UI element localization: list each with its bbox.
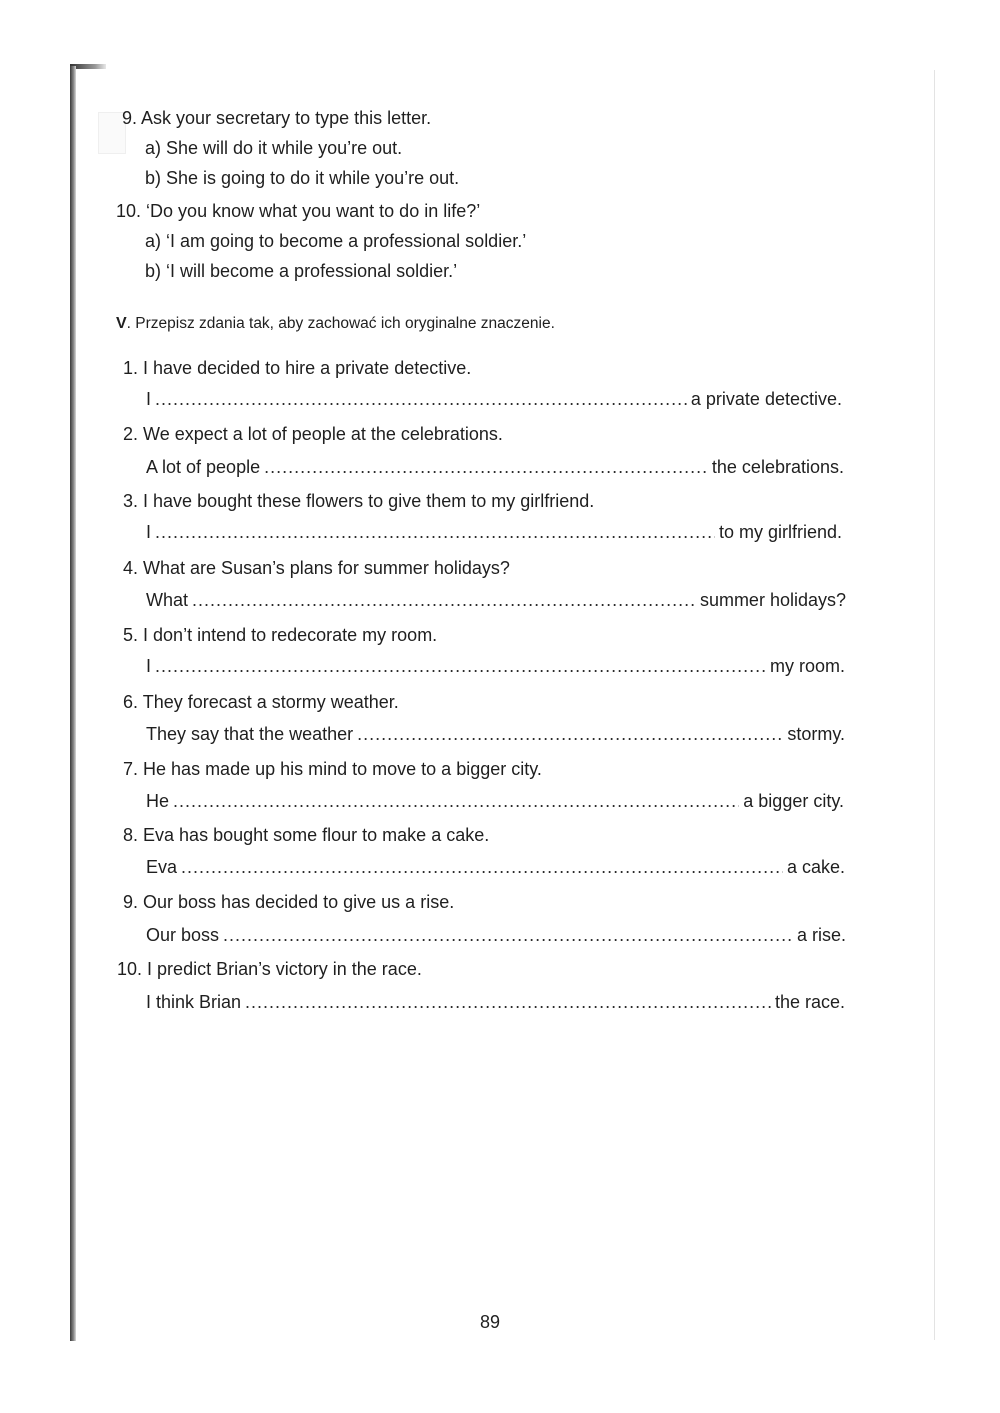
item-sentence: I don’t intend to redecorate my room.: [143, 625, 438, 645]
page-number: 89: [480, 1312, 501, 1332]
answer-lead: I: [146, 522, 152, 542]
exercise-sentence: [123, 758, 542, 780]
item-number: 5.: [123, 625, 139, 645]
question-10: [116, 200, 480, 222]
question-9: [122, 107, 431, 129]
answer-row[interactable]: [146, 856, 845, 878]
answer-row[interactable]: [146, 521, 842, 543]
answer-tail: a cake.: [786, 857, 845, 877]
answer-row[interactable]: [146, 924, 846, 946]
answer-row[interactable]: [146, 456, 844, 478]
answer-lead: I: [146, 389, 152, 409]
item-number: 3.: [123, 491, 139, 511]
answer-tail: a private detective.: [690, 389, 842, 409]
answer-row[interactable]: [146, 991, 845, 1013]
answer-tail: summer holidays?: [699, 590, 846, 610]
item-number: 10.: [117, 959, 143, 979]
question-number: 10.: [116, 201, 142, 221]
exercise-sentence: [123, 824, 489, 846]
item-sentence: I have decided to hire a private detective.: [143, 358, 472, 378]
item-sentence: I have bought these flowers to give them to my girlfriend.: [143, 491, 595, 511]
answer-blank[interactable]: [173, 790, 739, 812]
answer-lead: A lot of people: [146, 457, 261, 477]
option-b[interactable]: b) ‘I will become a professional soldier.’: [145, 261, 458, 281]
answer-blank[interactable]: [181, 856, 783, 878]
item-sentence: I predict Brian’s victory in the race.: [147, 959, 422, 979]
item-number: 1.: [123, 358, 139, 378]
exercise-sentence: [123, 891, 454, 913]
answer-lead: What: [146, 590, 189, 610]
answer-blank[interactable]: [245, 991, 771, 1013]
item-number: 9.: [123, 892, 139, 912]
option-a[interactable]: a) She will do it while you’re out.: [145, 138, 403, 158]
answer-tail: to my girlfriend.: [718, 522, 842, 542]
exercise-sentence: [123, 490, 594, 512]
exercise-sentence: [123, 691, 399, 713]
answer-blank[interactable]: [264, 456, 708, 478]
option-a[interactable]: a) ‘I am going to become a professional soldier.’: [145, 231, 527, 251]
page-edge-left: [70, 66, 76, 1341]
answer-tail: the race.: [774, 992, 845, 1012]
answer-row[interactable]: [146, 589, 846, 611]
item-number: 8.: [123, 825, 139, 845]
page-edge-right: [934, 70, 935, 1340]
question-prompt: Ask your secretary to type this letter.: [141, 108, 432, 128]
answer-lead: I think Brian: [146, 992, 242, 1012]
answer-tail: a bigger city.: [743, 791, 844, 811]
answer-row[interactable]: [146, 790, 844, 812]
item-sentence: Eva has bought some flour to make a cake.: [143, 825, 490, 845]
answer-row[interactable]: [146, 723, 845, 745]
answer-lead: Eva: [146, 857, 178, 877]
exercise-sentence: [123, 357, 471, 379]
answer-lead: I: [146, 656, 152, 676]
answer-blank[interactable]: [155, 521, 715, 543]
answer-blank[interactable]: [357, 723, 783, 745]
item-number: 4.: [123, 558, 139, 578]
answer-tail: the celebrations.: [711, 457, 844, 477]
question-number: 9.: [122, 108, 138, 128]
section-label: V: [116, 315, 127, 332]
exercise-sentence: [123, 624, 437, 646]
item-sentence: Our boss has decided to give us a rise.: [143, 892, 455, 912]
answer-blank[interactable]: [223, 924, 793, 946]
answer-lead: They say that the weather: [146, 724, 354, 744]
item-number: 2.: [123, 424, 139, 444]
section-instruction: . Przepisz zdania tak, aby zachować ich oryginalne znaczenie.: [126, 315, 555, 332]
answer-row[interactable]: [146, 655, 845, 677]
answer-tail: stormy.: [787, 724, 845, 744]
exercise-sentence: [117, 958, 422, 980]
option-b[interactable]: b) She is going to do it while you’re out.: [145, 168, 460, 188]
item-sentence: He has made up his mind to move to a bigger city.: [143, 759, 542, 779]
answer-lead: He: [146, 791, 170, 811]
answer-blank[interactable]: [155, 655, 766, 677]
answer-blank[interactable]: [192, 589, 696, 611]
item-sentence: We expect a lot of people at the celebrations.: [143, 424, 503, 444]
exercise-sentence: [123, 423, 503, 445]
answer-tail: my room.: [769, 656, 845, 676]
item-sentence: What are Susan’s plans for summer holidays?: [143, 558, 510, 578]
item-sentence: They forecast a stormy weather.: [142, 692, 399, 712]
answer-row[interactable]: [146, 388, 842, 410]
item-number: 6.: [123, 692, 139, 712]
question-prompt: ‘Do you know what you want to do in life?’: [146, 201, 481, 221]
answer-lead: Our boss: [146, 925, 220, 945]
exercise-sentence: [123, 557, 510, 579]
answer-tail: a rise.: [796, 925, 846, 945]
section-heading: [116, 313, 555, 335]
answer-blank[interactable]: [155, 388, 687, 410]
item-number: 7.: [123, 759, 139, 779]
